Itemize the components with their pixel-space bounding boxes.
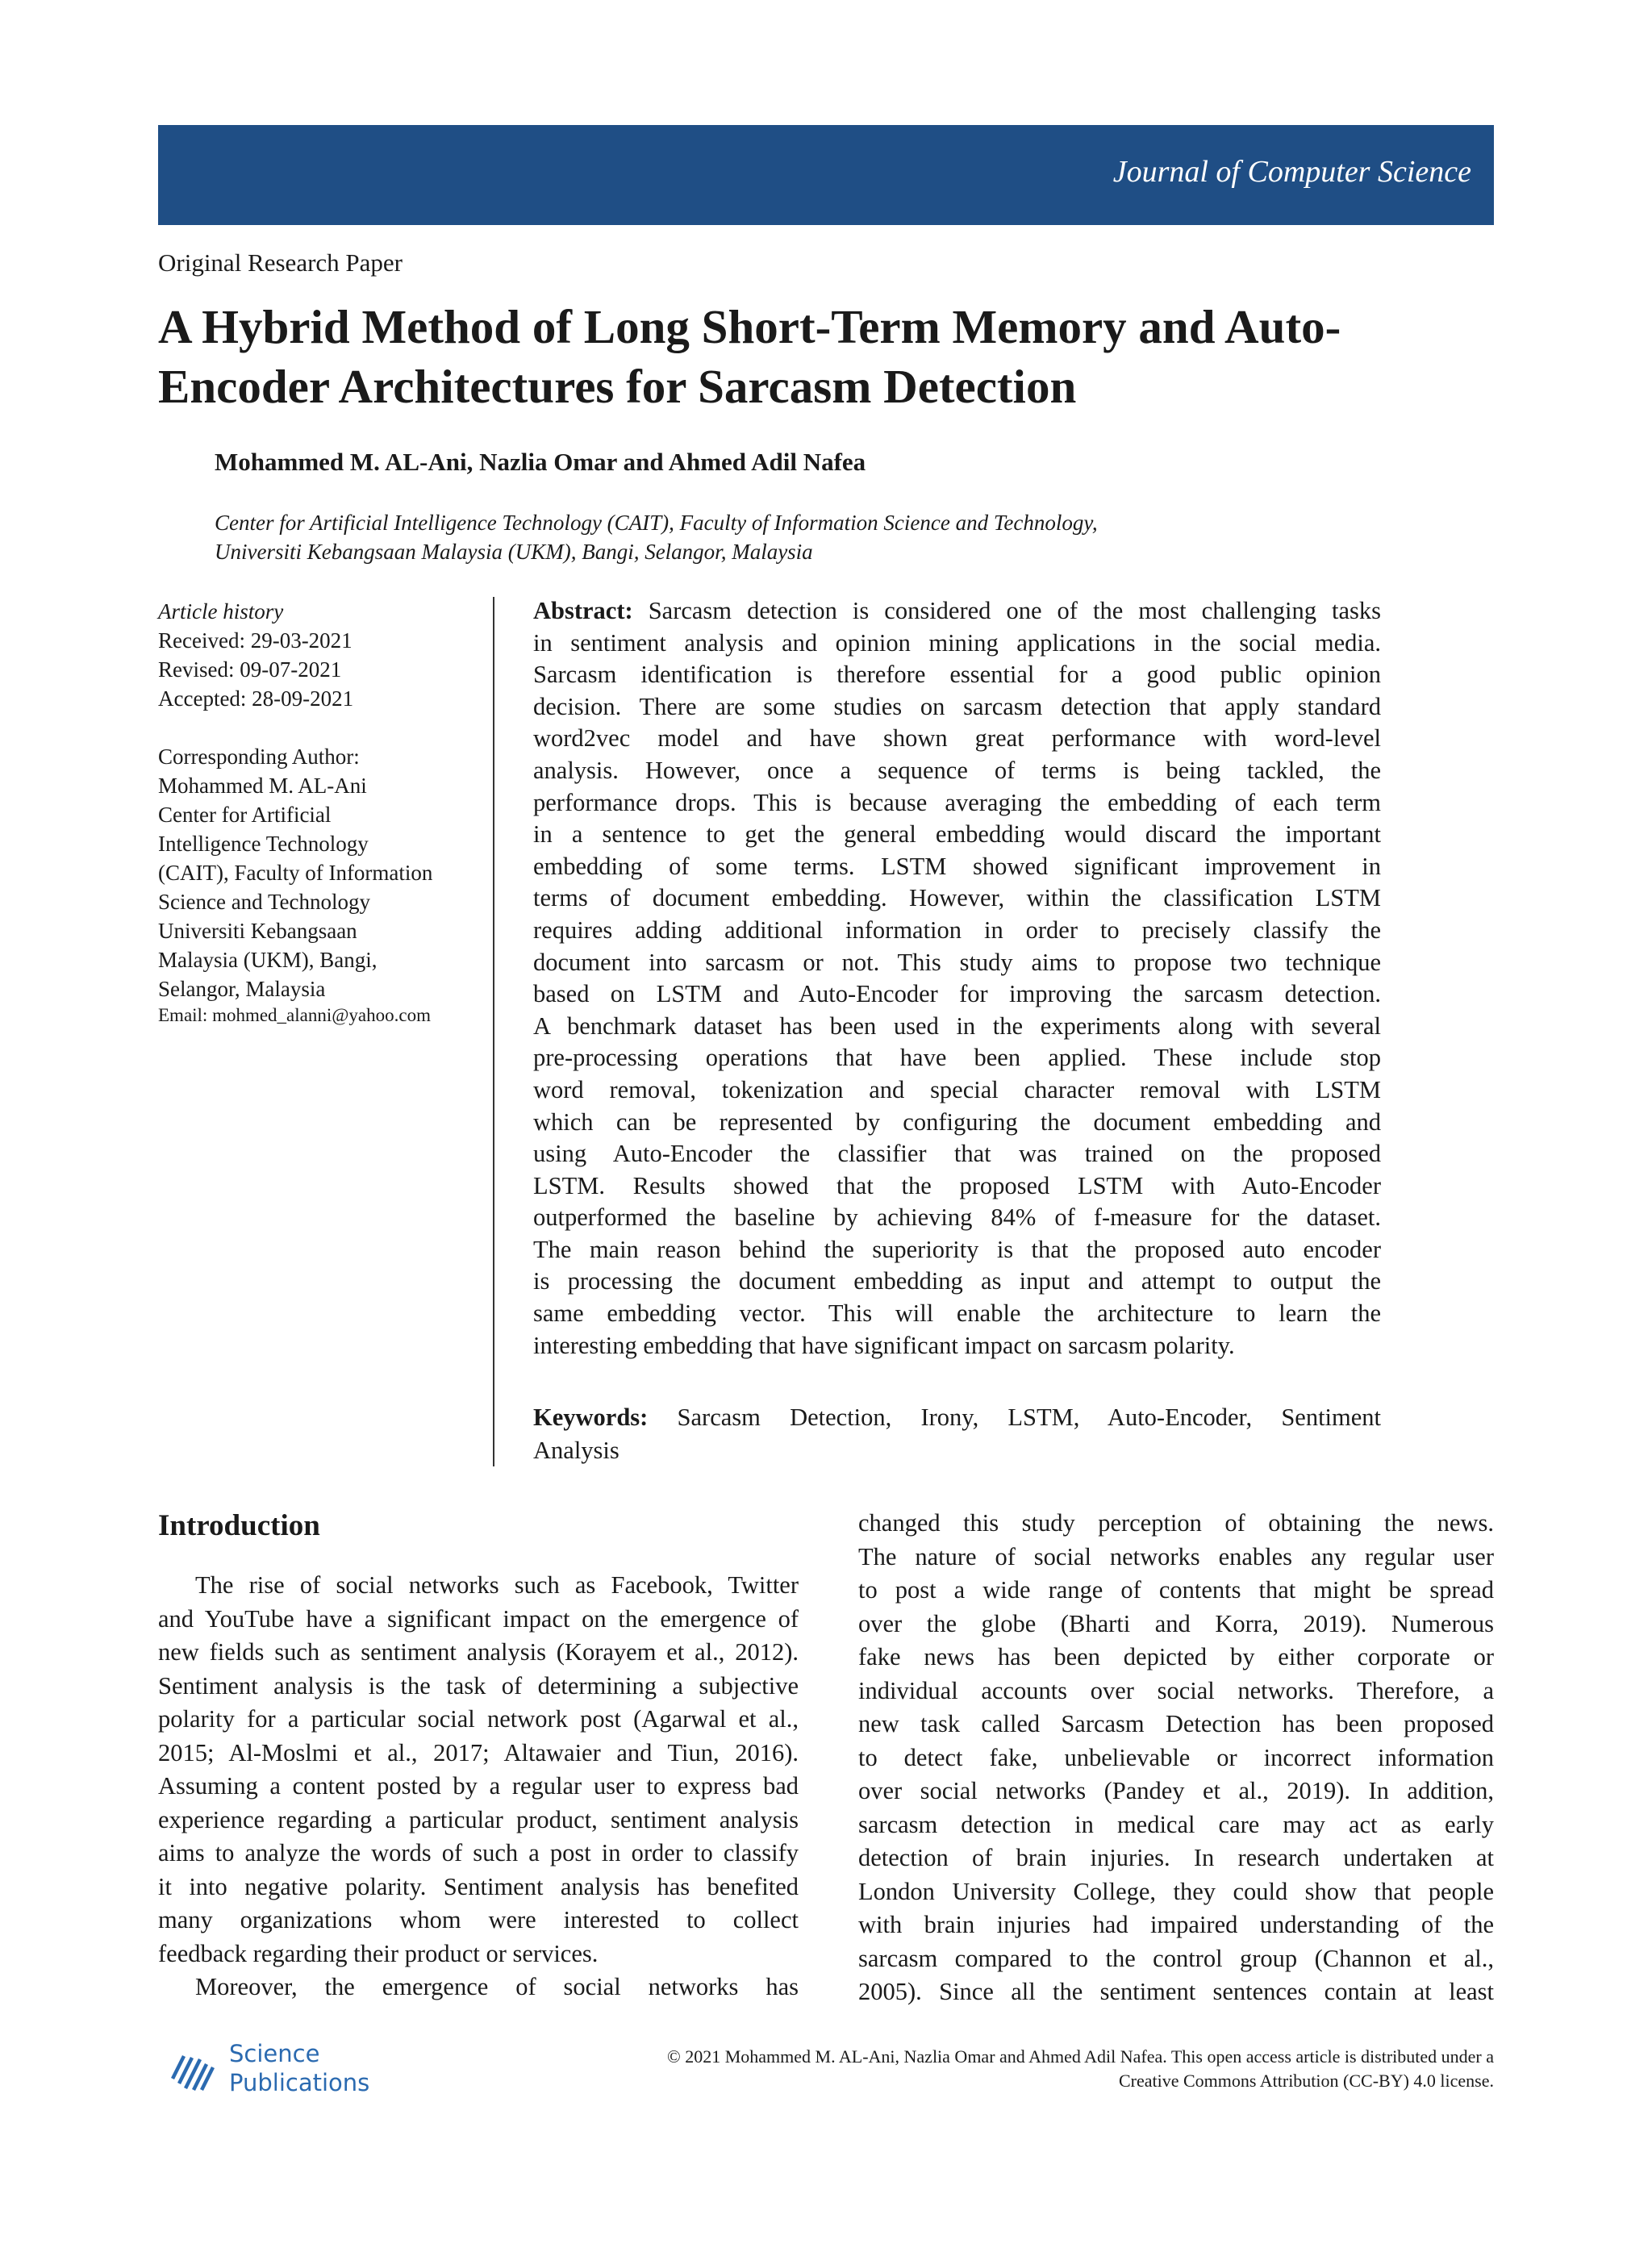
text-line: 2015; Al-Moslmi et al., 2017; Altawaier and Tiun, 2016).: [158, 1738, 799, 1766]
text-line: to detect fake, unbelievable or incorrect information: [858, 1743, 1494, 1771]
corresponding-line: Corresponding Author:: [158, 745, 360, 769]
accepted-date: Accepted: 28-09-2021: [158, 686, 354, 711]
authors: Mohammed M. AL-Ani, Nazlia Omar and Ahmed Adil Nafea: [215, 448, 866, 476]
text-line: changed this study perception of obtaining the news.: [858, 1509, 1494, 1537]
corresponding-line: Intelligence Technology: [158, 832, 369, 856]
text-line: experience regarding a particular product, sentiment analysis: [158, 1805, 799, 1833]
corresponding-line: Malaysia (UKM), Bangi,: [158, 948, 378, 972]
journal-banner: [158, 125, 1494, 225]
introduction-heading: Introduction: [158, 1509, 320, 1542]
corresponding-line: Center for Artificial: [158, 803, 332, 827]
paper-type: Original Research Paper: [158, 248, 403, 277]
text-line: new task called Sarcasm Detection has been proposed: [858, 1710, 1494, 1737]
publisher-stripes-icon: [168, 2042, 219, 2094]
keywords: [533, 1401, 1381, 1467]
text-line: word2vec model and have shown great performance with word-level: [533, 724, 1381, 753]
corresponding-line: Selangor, Malaysia: [158, 977, 326, 1001]
text-line: which can be represented by configuring the document embedding and: [533, 1107, 1381, 1136]
text-line: interesting embedding that have significant impact on sarcasm polarity.: [533, 1331, 1235, 1359]
text-line: is processing the document embedding as input and attempt to output the: [533, 1267, 1381, 1295]
publisher-name: [229, 2039, 369, 2097]
text-line: Sarcasm identification is therefore essential for a good public opinion: [533, 661, 1381, 689]
publisher-logo: [168, 2039, 378, 2104]
text-line: based on LSTM and Auto-Encoder for improving the sarcasm detection.: [533, 980, 1381, 1008]
title-line: Encoder Architectures for Sarcasm Detection: [158, 360, 1077, 413]
corresponding-line: (CAIT), Faculty of Information: [158, 861, 433, 885]
affiliation-line: Center for Artificial Intelligence Technology (CAIT), Faculty of Information Science and Technology,: [215, 511, 1098, 535]
intro-right-column: [858, 1507, 1494, 2009]
sidebar-divider: [493, 597, 494, 1466]
text-line: London University College, they could show that people: [858, 1877, 1494, 1905]
received-date: Received: 29-03-2021: [158, 628, 353, 653]
text-line: outperformed the baseline by achieving 84% of f-measure for the dataset.: [533, 1203, 1381, 1232]
text-line: A benchmark dataset has been used in the experiments along with several: [533, 1011, 1381, 1040]
abstract-line: [533, 595, 1381, 628]
text-line: requires adding additional information in order to precisely classify the: [533, 916, 1381, 944]
text-line: detection of brain injuries. In research undertaken at: [858, 1844, 1494, 1871]
keywords-first-line: Sarcasm Detection, Irony, LSTM, Auto-Encoder, Sentiment: [677, 1404, 1381, 1431]
license-line: Creative Commons Attribution (CC-BY) 4.0 license.: [1118, 2071, 1494, 2091]
text-line: Assuming a content posted by a regular user to express bad: [158, 1772, 799, 1800]
text-line: using Auto-Encoder the classifier that was trained on the proposed: [533, 1140, 1381, 1168]
text-line: same embedding vector. This will enable the architecture to learn the: [533, 1299, 1381, 1328]
license-line: © 2021 Mohammed M. AL-Ani, Nazlia Omar and Ahmed Adil Nafea. This open access article is distributed under a: [667, 2046, 1494, 2067]
text-line: in sentiment analysis and opinion mining applications in the social media.: [533, 628, 1381, 657]
text-line: over social networks (Pandey et al., 2019). In addition,: [858, 1777, 1494, 1804]
journal-title: Journal of Computer Science: [1112, 155, 1471, 189]
corresponding-line: Universiti Kebangsaan: [158, 919, 357, 943]
text-line: sarcasm compared to the control group (Channon et al.,: [858, 1944, 1494, 1972]
text-line: pre-processing operations that have been applied. These include stop: [533, 1044, 1381, 1072]
text-line: document into sarcasm or not. This study aims to propose two technique: [533, 948, 1381, 976]
text-line: 2005). Since all the sentiment sentences contain at least: [858, 1978, 1494, 2005]
text-line: embedding of some terms. LSTM showed significant improvement in: [533, 852, 1381, 880]
text-line: sarcasm detection in medical care may act as early: [858, 1810, 1494, 1838]
text-line: feedback regarding their product or services.: [158, 1939, 599, 1967]
revised-date: Revised: 09-07-2021: [158, 657, 342, 682]
abstract-first-line: Sarcasm detection is considered one of the most challenging tasks: [648, 597, 1381, 624]
text-line: performance drops. This is because averaging the embedding of each term: [533, 788, 1381, 816]
text-line: with brain injuries had impaired understanding of the: [858, 1911, 1494, 1938]
spacer: [158, 713, 481, 742]
title-line: A Hybrid Method of Long Short-Term Memory and Auto-: [158, 300, 1341, 353]
text-line: The rise of social networks such as Facebook, Twitter: [195, 1571, 799, 1599]
keywords-line: [533, 1401, 1381, 1434]
text-line: terms of document embedding. However, within the classification LSTM: [533, 884, 1381, 912]
text-line: The nature of social networks enables any regular user: [858, 1542, 1494, 1570]
text-line: fake news has been depicted by either corporate or: [858, 1643, 1494, 1670]
publisher-line1: Science: [229, 2040, 320, 2067]
text-line: it into negative polarity. Sentiment analysis has benefited: [158, 1872, 799, 1900]
text-line: analysis. However, once a sequence of terms is being tackled, the: [533, 756, 1381, 784]
corresponding-line: Science and Technology: [158, 890, 371, 914]
text-line: word removal, tokenization and special character removal with LSTM: [533, 1075, 1381, 1103]
keywords-last-line: Analysis: [533, 1437, 620, 1464]
text-line: and YouTube have a significant impact on the emergence of: [158, 1604, 799, 1633]
publisher-line2: Publications: [229, 2069, 370, 2096]
article-history-heading: Article history: [158, 599, 284, 624]
text-line: many organizations whom were interested to collect: [158, 1906, 799, 1933]
text-line: aims to analyze the words of such a post in order to classify: [158, 1839, 799, 1867]
intro-left-column: [158, 1569, 799, 2004]
email-link[interactable]: Email: mohmed_alanni@yahoo.com: [158, 1005, 431, 1025]
abstract: [533, 595, 1381, 1362]
text-line: individual accounts over social networks. Therefore, a: [858, 1676, 1494, 1704]
abstract-body: [533, 628, 1381, 1362]
affiliation: [215, 508, 1098, 566]
text-line: The main reason behind the superiority is that the proposed auto encoder: [533, 1235, 1381, 1263]
text-line: Moreover, the emergence of social networks has: [195, 1973, 799, 2000]
affiliation-line: Universiti Kebangsaan Malaysia (UKM), Bangi, Selangor, Malaysia: [215, 540, 813, 564]
text-line: new fields such as sentiment analysis (Korayem et al., 2012).: [158, 1638, 799, 1666]
text-line: in a sentence to get the general embedding would discard the important: [533, 820, 1381, 849]
article-sidebar: [158, 597, 481, 1028]
text-line: Sentiment analysis is the task of determining a subjective: [158, 1671, 799, 1700]
keywords-label: Keywords:: [533, 1404, 649, 1431]
text-line: over the globe (Bharti and Korra, 2019). Numerous: [858, 1609, 1494, 1637]
corresponding-line: Mohammed M. AL-Ani: [158, 774, 367, 798]
text-line: polarity for a particular social network post (Agarwal et al.,: [158, 1705, 799, 1733]
text-line: decision. There are some studies on sarcasm detection that apply standard: [533, 692, 1381, 720]
text-line: to post a wide range of contents that might be spread: [858, 1576, 1494, 1604]
paper-title: [158, 297, 1481, 416]
license-notice: [526, 2045, 1494, 2093]
abstract-label: Abstract:: [533, 597, 633, 624]
text-line: LSTM. Results showed that the proposed LSTM with Auto-Encoder: [533, 1171, 1381, 1199]
